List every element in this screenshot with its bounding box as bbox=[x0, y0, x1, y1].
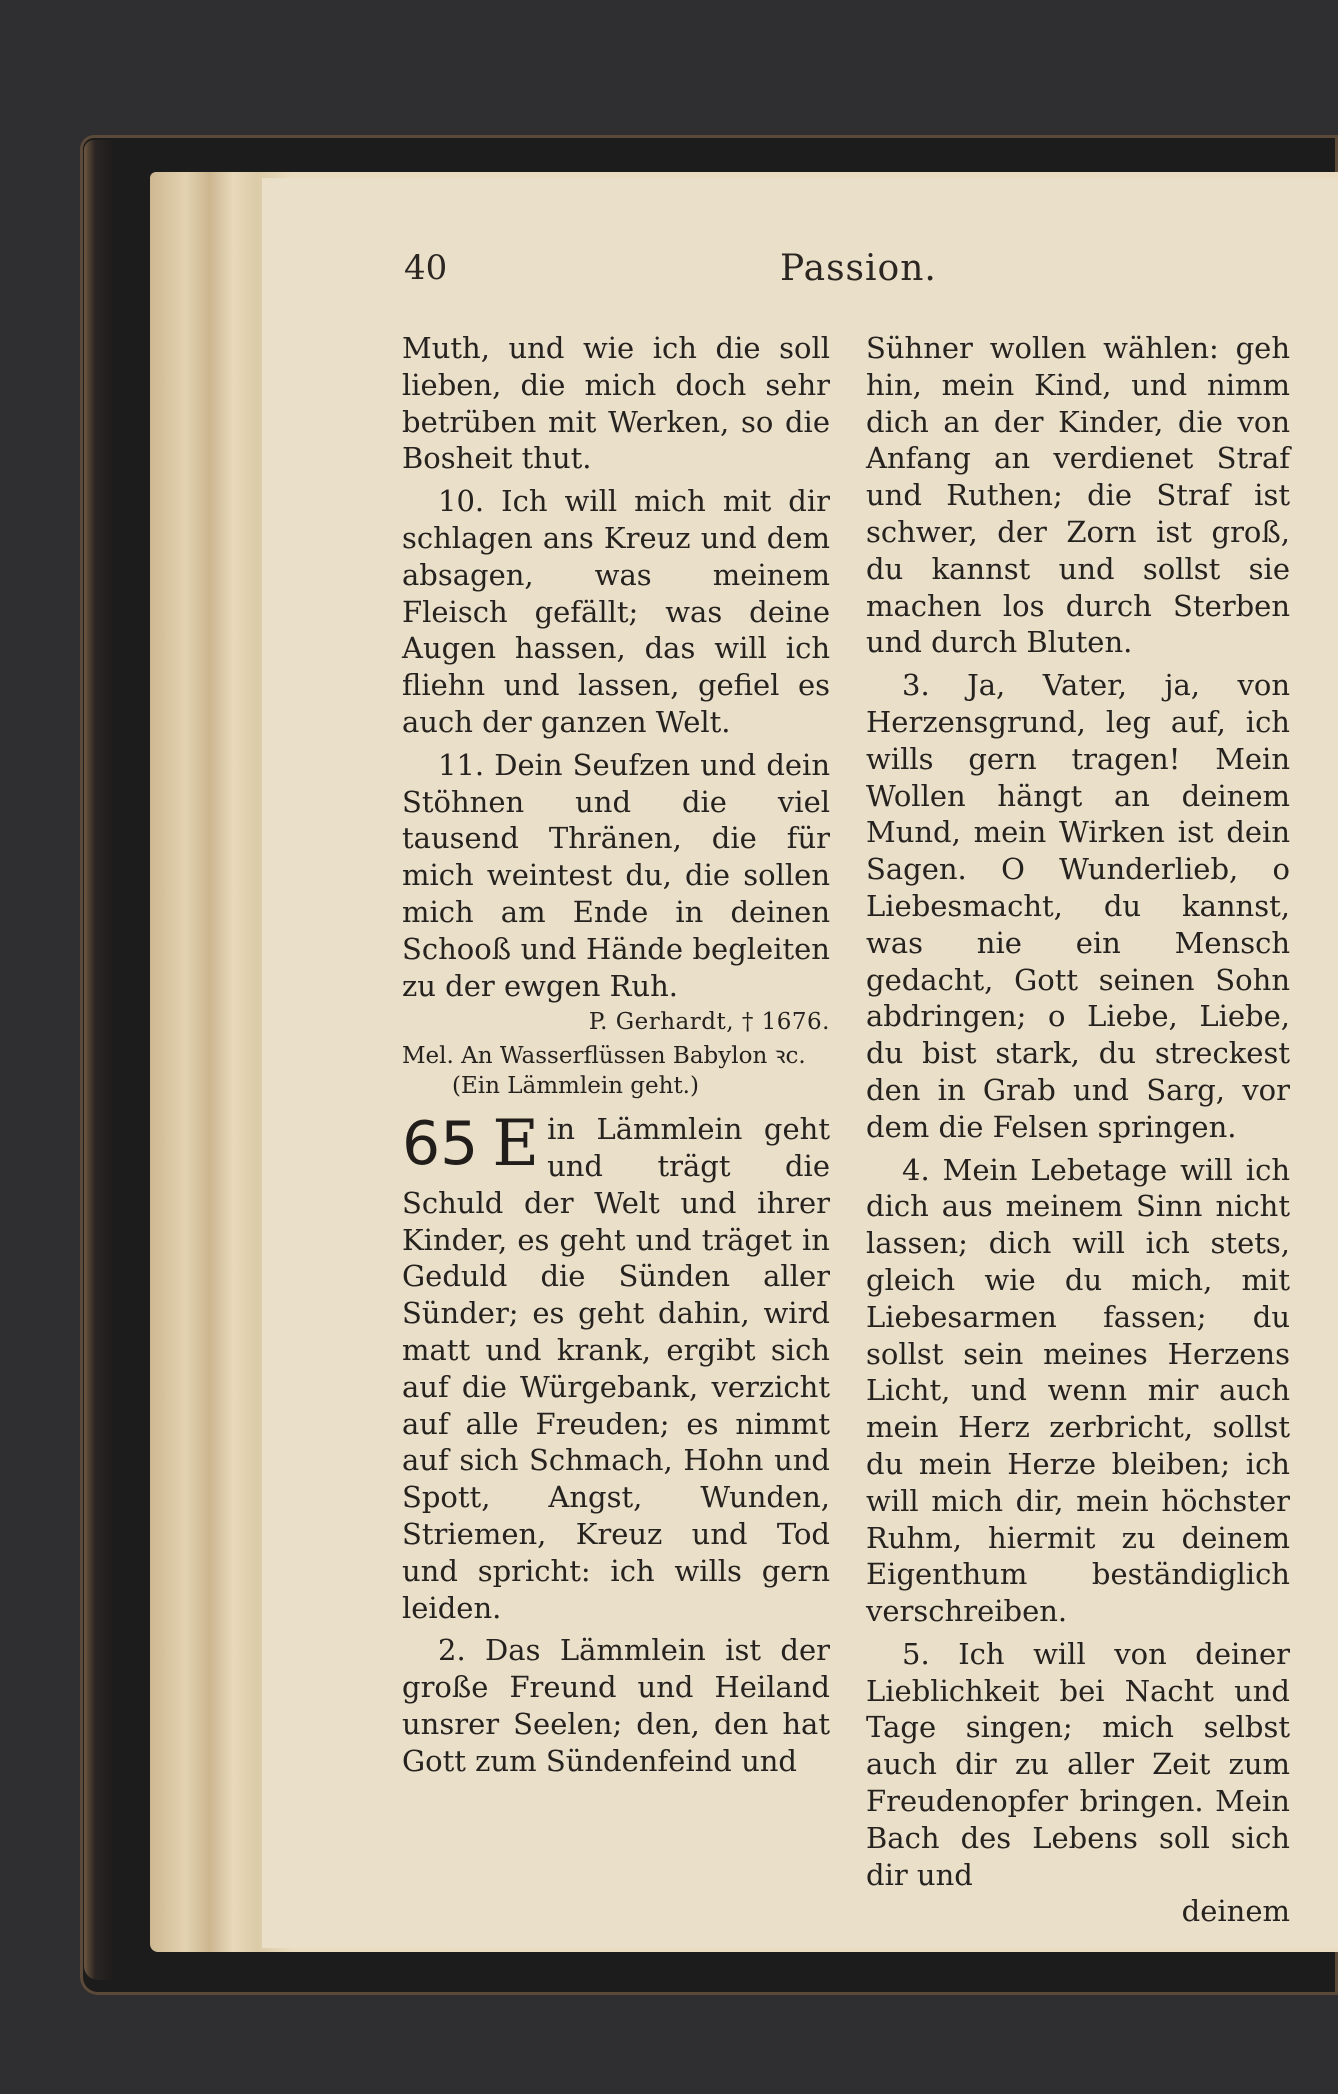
verse-10: 10. Ich will mich mit dir schlagen ans Kreuz und dem absagen, was meinem Fleisch gefällt; was deine Augen hassen, das will ich fliehn und lassen, gefiel es auch der ganzen Welt. bbox=[402, 484, 830, 739]
verse-5: 5. Ich will von deiner Lieblichkeit bei Nacht und Tage singen; mich selbst auch dir zu aller Zeit zum Freudenopfer bringen. Mein Bach des Lebens soll sich dir und bbox=[866, 1636, 1290, 1892]
hymn-number: 65 bbox=[402, 1109, 479, 1180]
left-column bbox=[402, 330, 830, 1779]
verse-continuation: Muth, und wie ich die soll lieben, die mich doch sehr betrüben mit Werken, so die Bosheit thut. bbox=[402, 331, 830, 476]
verse-4: 4. Mein Lebetage will ich dich aus meinem Sinn nicht lassen; dich will ich stets, gleich wie du mich, mit Liebesarmen fassen; du sollst sein meines Herzens Licht, und wenn mir auch mein Herz zerbricht, sollst du mein Herze bleiben; ich will mich dir, mein höchster Ruhm, hiermit zu deinem Eigenthum beständiglich verschreiben. bbox=[866, 1152, 1290, 1629]
hymn-verse-1: in Lämmlein geht und trägt die Schuld der Welt und ihrer Kinder, es geht und träget in Geduld die Sünden aller Sünder; es geht dahin, wird matt und krank, ergibt sich auf die Würgebank, verzicht auf alle Freuden; es nimmt auf sich Schmach, Hohn und Spott, Angst, Wunden, Striemen, Kreuz und Tod und spricht: ich wills gern leiden. bbox=[402, 1112, 830, 1625]
running-head: Passion. bbox=[780, 248, 937, 289]
verse-11: 11. Dein Seufzen und dein Stöhnen und die viel tausend Thränen, die für mich weintest du, die sollen mich am Ende in deinen Schooß und Hände begleiten zu der ewgen Ruh. bbox=[402, 747, 830, 1003]
catchword: deinem bbox=[1181, 1894, 1290, 1929]
hymn-65 bbox=[402, 1107, 830, 1626]
right-column bbox=[866, 330, 1290, 1930]
book-spine-edge bbox=[84, 140, 112, 1980]
verse-2-continuation: Sühner wollen wählen: geh hin, mein Kind, und nimm dich an der Kinder, die von Anfang an verdienet Straf und Ruthen; die Straf ist schwer, der Zorn ist groß, du kannst und sollst sie machen los durch Sterben und durch Bluten. bbox=[866, 331, 1290, 660]
verse-2: 2. Das Lämmlein ist der große Freund und Heiland unsrer Seelen; den, den hat Gott zum Sündenfeind und bbox=[402, 1633, 830, 1778]
page-number: 40 bbox=[404, 248, 448, 288]
melody-line-2: (Ein Lämmlein geht.) bbox=[452, 1073, 699, 1100]
melody-note bbox=[402, 1041, 830, 1101]
verse-3: 3. Ja, Vater, ja, von Herzensgrund, leg auf, ich wills gern tragen! Mein Wollen hängt an deinem Mund, mein Wirken ist dein Sagen. O Wunderlieb, o Liebesmacht, du kannst, was nie ein Mensch gedacht, Gott seinen Sohn abdringen; o Liebe, Liebe, du bist stark, du streckest den in Grab und Sarg, vor dem die Felsen springen. bbox=[866, 668, 1290, 1144]
hymn-author: P. Gerhardt, † 1676. bbox=[588, 1009, 830, 1036]
melody-line-1: Mel. An Wasserflüssen Babylon ꝛc. bbox=[402, 1043, 806, 1070]
drop-cap: E bbox=[492, 1107, 540, 1182]
